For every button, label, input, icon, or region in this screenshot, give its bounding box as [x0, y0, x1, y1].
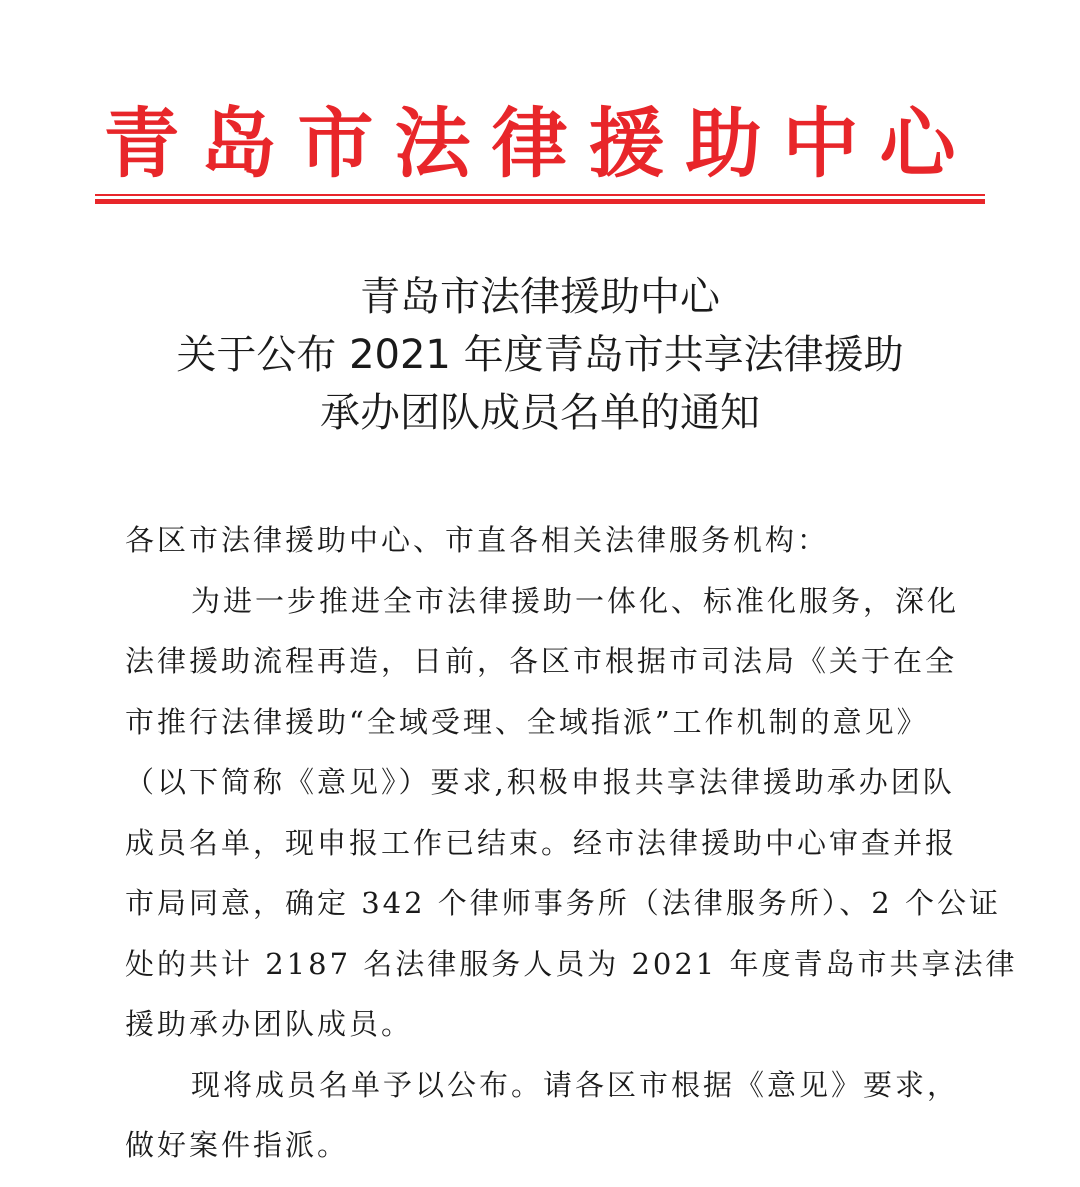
paragraph-2-line-2: 做好案件指派。: [125, 1128, 350, 1162]
paragraph-1-line-3: 市推行法律援助“全域受理、全域指派”工作机制的意见》: [125, 704, 929, 739]
letterhead-rule-thick: [95, 199, 985, 204]
paragraph-1-line-5: 成员名单，现申报工作已结束。经市法律援助中心审查并报: [125, 825, 958, 860]
notice-title-line-3: 承办团队成员名单的通知: [320, 390, 760, 436]
paragraph-1-line-1: 为进一步推进全市法律援助一体化、标准化服务，深化: [191, 583, 960, 618]
letterhead-rule-thin: [95, 194, 985, 196]
paragraph-1-line-2: 法律援助流程再造，日前，各区市根据市司法局《关于在全: [125, 644, 958, 678]
paragraph-1-line-4: （以下简称《意见》）要求,积极申报共享法律援助承办团队: [125, 765, 955, 799]
salutation: 各区市法律援助中心、市直各相关法律服务机构：: [125, 523, 830, 557]
notice-title: [90, 268, 990, 442]
paragraph-1-line-6: 市局同意，确定 342 个律师事务所（法律服务所）、2 个公证: [125, 886, 1001, 920]
paragraph-1-line-8: 援助承办团队成员。: [125, 1007, 414, 1041]
letterhead-title: 青岛市法律援助中心: [103, 99, 977, 188]
notice-title-line-2: 关于公布 2021 年度青岛市共享法律援助: [176, 332, 904, 378]
paragraph-2-line-1: 现将成员名单予以公布。请各区市根据《意见》要求，: [191, 1067, 960, 1102]
paragraph-1-line-7: 处的共计 2187 名法律服务人员为 2021 年度青岛市共享法律: [125, 946, 1018, 981]
notice-body: [125, 510, 1018, 1176]
notice-title-line-1: 青岛市法律援助中心: [360, 274, 720, 320]
